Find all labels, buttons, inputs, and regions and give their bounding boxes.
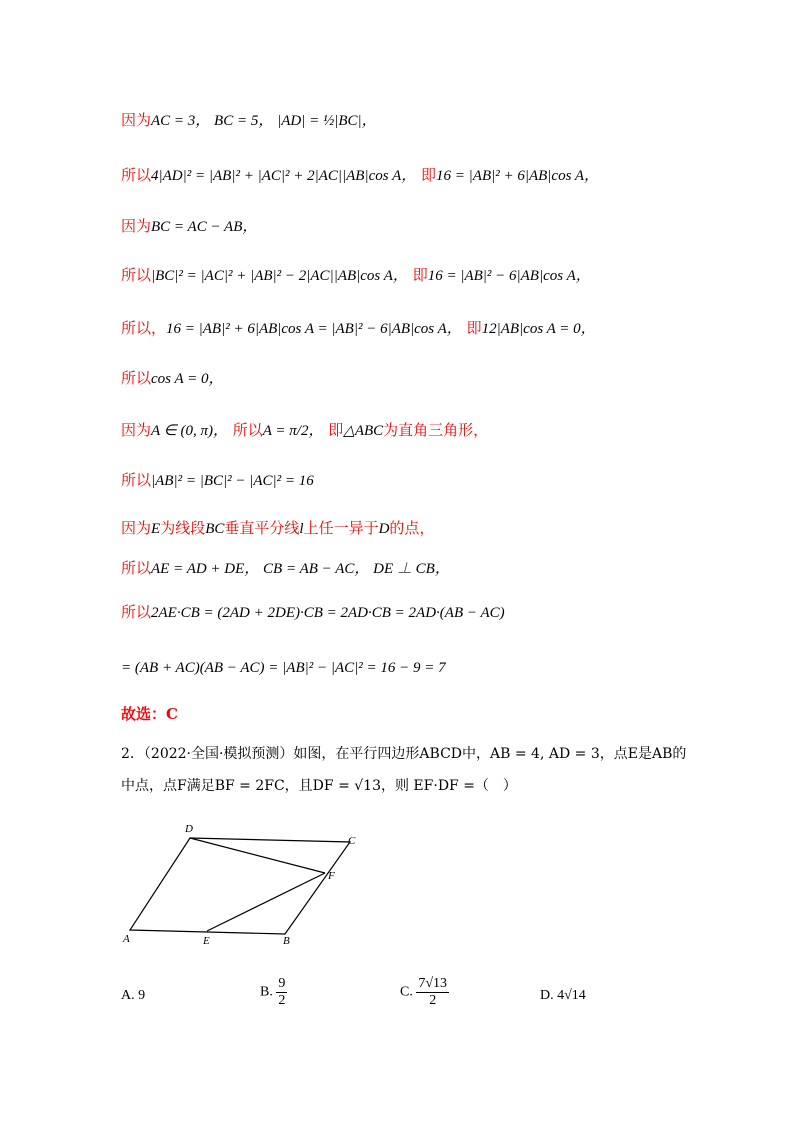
choice-c-fraction: $\frac{7√13}{2}$ [418,976,448,1008]
label-a: A [123,933,130,945]
choice-b[interactable]: B. $\frac{9}{2}$ [260,976,286,1008]
label-f: F [328,870,335,882]
label-c: C [348,835,356,847]
question-line-1: 2．（2022·全国·模拟预测）如图，在平行四边形ABCD中，AB = 4, AD = 3，点E是AB的 [121,746,687,762]
choice-d[interactable]: D. 4√14 [540,988,586,1003]
label-d: D [185,823,193,835]
solution-line-4: 所以|BC|² = |AC|² + |AB|² − 2|AC||AB|cos A， 即16 = |AB|² − 6|AB|cos A， [121,266,591,284]
parallelogram-figure [115,820,375,950]
choice-c[interactable]: C. $\frac{7√13}{2}$ [400,976,448,1008]
question-line-2: 中点，点F满足BF = 2FC，且DF = √13，则 EF·DF =（ ） [121,778,517,794]
choice-b-fraction: $\frac{9}{2}$ [278,976,286,1008]
label-b: B [283,935,290,947]
solution-line-2: 所以4|AD|² = |AB|² + |AC|² + 2|AC||AB|cos A， 即16 = |AB|² + 6|AB|cos A， [121,166,600,184]
solution-line-11: 所以2AE·CB = (2AD + 2DE)·CB = 2AD·CB = 2AD·(AB − AC) [121,603,505,621]
solution-line-9: 因为E为线段BC垂直平分线l上任一异于D的点， [121,519,435,537]
solution-line-3: 因为BC = AC − AB， [121,217,258,235]
choice-a[interactable]: A. 9 [121,988,146,1003]
label-e: E [203,935,210,947]
solution-line-10: 所以AE = AD + DE， CB = AB − AC， DE ⊥ CB， [121,559,450,577]
parallelogram-abcd [130,838,350,934]
solution-line-5: 所以，16 = |AB|² + 6|AB|cos A = |AB|² − 6|AB|cos A， 即12|AB|cos A = 0， [121,319,596,337]
solution-line-7: 因为A ∈ (0, π)， 所以A = π/2， 即△ABC为直角三角形， [121,421,489,439]
segment-df [190,838,325,873]
solution-line-8: 所以|AB|² = |BC|² − |AC|² = 16 [121,471,314,489]
solution-line-12: = (AB + AC)(AB − AC) = |AB|² − |AC|² = 16 − 9 = 7 [121,660,446,676]
solution-line-1: 因为AC = 3， BC = 5， |AD| = ½|BC|， [121,111,377,129]
solution-line-6: 所以cos A = 0， [121,369,224,387]
answer-line: 故选：C [121,705,178,723]
